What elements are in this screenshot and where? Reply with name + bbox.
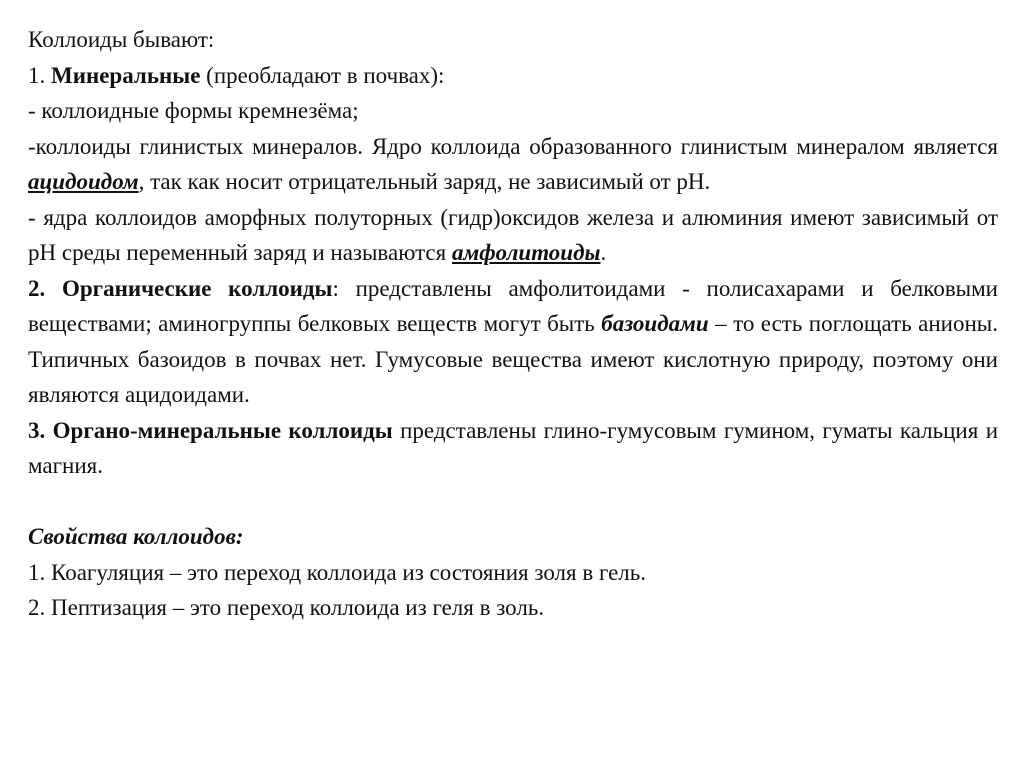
intro-line: Коллоиды бывают: xyxy=(28,27,215,52)
property-peptization: 2. Пептизация – это переход коллоида из геля в золь. xyxy=(28,595,545,620)
term-ampholytoid: амфолитоиды xyxy=(451,240,601,265)
term-basoid: базоидами xyxy=(601,311,709,336)
mineral-item-silica: - коллоидные формы кремнезёма; xyxy=(28,98,359,123)
spacer xyxy=(28,484,998,520)
mineral-heading: 1. Минеральные (преобладают в почвах): xyxy=(28,62,445,88)
mineral-item-oxides: - ядра коллоидов аморфных полуторных (гидр)оксидов железа и алюминия имеют зависимый от рН среды переменный заряд и называются амфолитоиды. xyxy=(28,204,998,265)
organomineral-paragraph: 3. Органо-минеральные коллоиды представлены глино-гумусовым гумином, гуматы кальция и магния. xyxy=(28,417,998,478)
property-coagulation: 1. Коагуляция – это переход коллоида из состояния золя в гель. xyxy=(28,559,647,585)
mineral-title: Минеральные xyxy=(51,62,201,88)
organic-title: 2. Органические коллоиды xyxy=(28,275,333,301)
term-acidoid: ацидоидом xyxy=(28,169,139,194)
properties-heading: Свойства коллоидов: xyxy=(28,524,244,549)
document-body xyxy=(28,22,998,626)
organic-paragraph: 2. Органические коллоиды: представлены амфолитоидами - полисахарами и белковыми веществами; аминогруппы белковых веществ могут быть базоидами – то есть поглощать анионы. Типичных базоидов в почвах нет. Гумусовые вещества имеют кислотную природу, поэтому они являются ацидоидами. xyxy=(28,275,998,407)
mineral-item-clay: -коллоиды глинистых минералов. Ядро коллоида образованного глинистым минералом является ацидоидом, так как носит отрицательный заряд, не зависимый от рН. xyxy=(28,133,998,194)
organomineral-title: 3. Органо-минеральные коллоиды xyxy=(28,417,393,443)
